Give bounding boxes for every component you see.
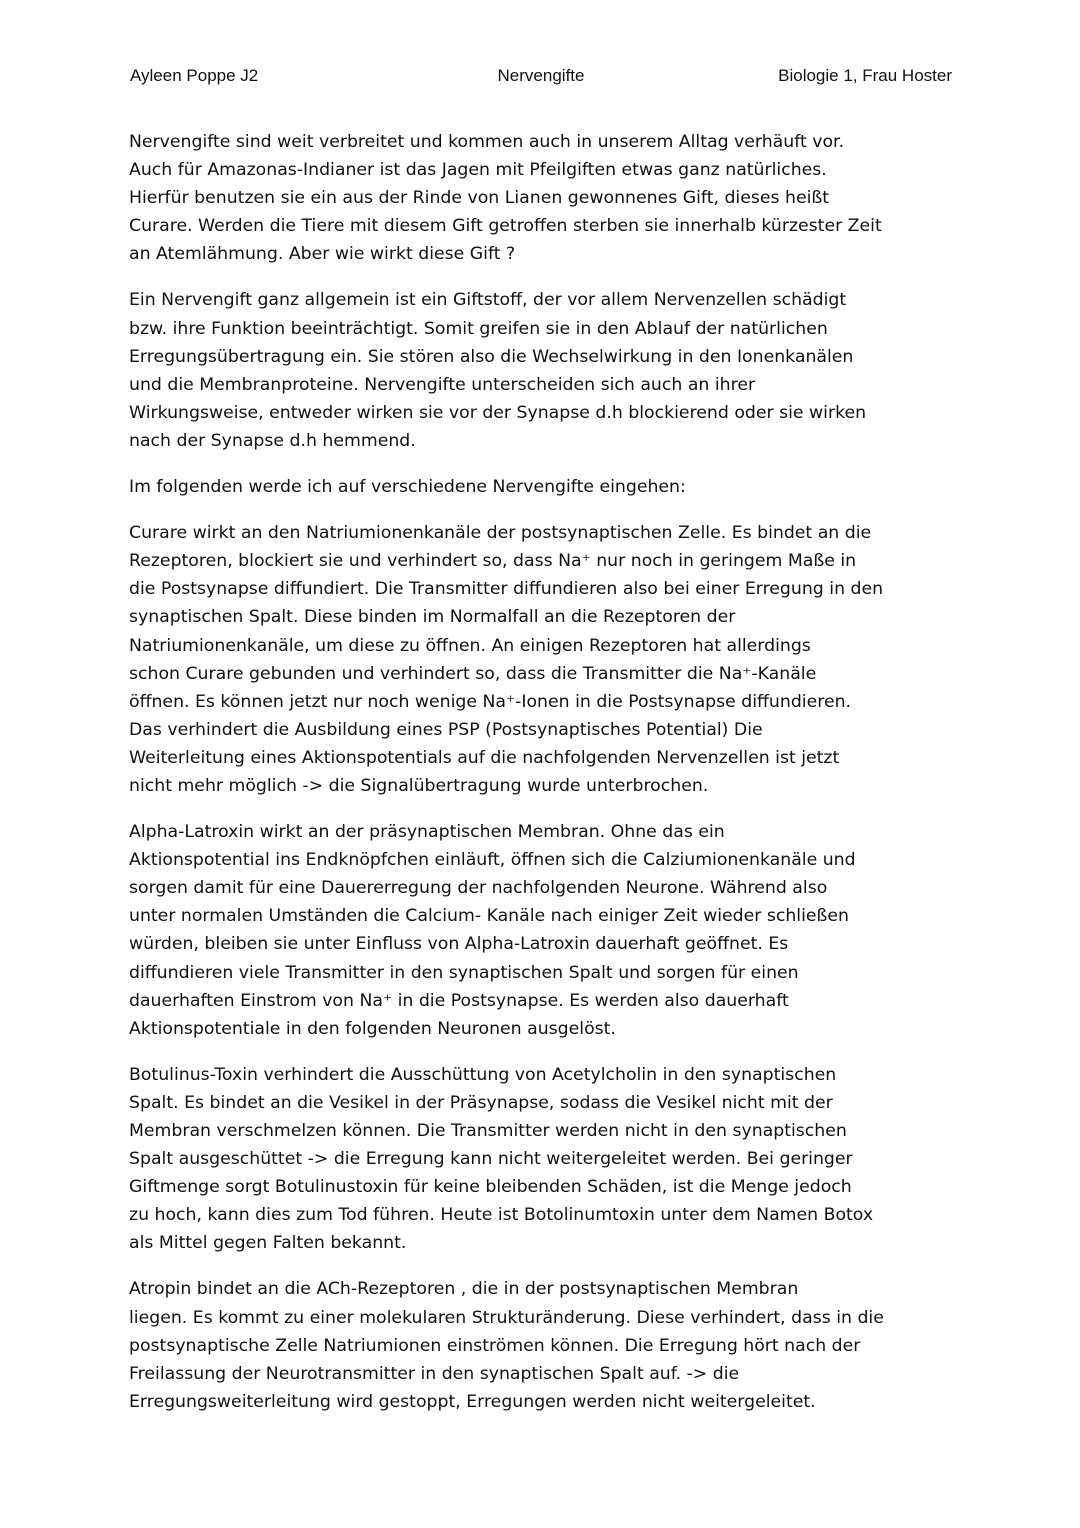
text-line: Alpha-Latroxin wirkt an der präsynaptischen Membran. Ohne das ein bbox=[129, 822, 725, 843]
paragraph-botulinus bbox=[129, 1061, 955, 1258]
paragraph-intro bbox=[129, 128, 955, 268]
text-line: dauerhaften Einstrom von Na⁺ in die Postsynapse. Es werden also dauerhaft bbox=[129, 990, 789, 1011]
text-line: Spalt ausgeschüttet -> die Erregung kann nicht weitergeleitet werden. Bei geringer bbox=[129, 1149, 853, 1170]
header-author: Ayleen Poppe J2 bbox=[130, 66, 259, 85]
paragraph-definition bbox=[129, 286, 955, 455]
text-line: Erregungsweiterleitung wird gestoppt, Erregungen werden nicht weitergeleitet. bbox=[129, 1391, 816, 1412]
text-line: schon Curare gebunden und verhindert so, dass die Transmitter die Na⁺-Kanäle bbox=[129, 663, 817, 684]
text-line: Membran verschmelzen können. Die Transmitter werden nicht in den synaptischen bbox=[129, 1121, 847, 1141]
text-line: Wirkungsweise, entweder wirken sie vor der Synapse d.h blockierend oder sie wirken bbox=[129, 402, 867, 423]
text-line: Aktionspotentiale in den folgenden Neuronen ausgelöst. bbox=[129, 1018, 616, 1039]
text-line: liegen. Es kommt zu einer molekularen Strukturänderung. Diese verhindert, dass in die bbox=[129, 1307, 884, 1328]
text-line: zu hoch, kann dies zum Tod führen. Heute ist Botolinumtoxin unter dem Namen Botox bbox=[129, 1205, 874, 1226]
text-line: Spalt. Es bindet an die Vesikel in der Präsynapse, sodass die Vesikel nicht mit der bbox=[129, 1092, 833, 1113]
paragraph-curare bbox=[129, 519, 955, 800]
document-body bbox=[129, 128, 955, 1434]
text-line: würden, bleiben sie unter Einfluss von Alpha-Latroxin dauerhaft geöffnet. Es bbox=[129, 934, 789, 955]
text-line: Im folgenden werde ich auf verschiedene Nervengifte eingehen: bbox=[129, 477, 686, 498]
text-line: als Mittel gegen Falten bekannt. bbox=[129, 1233, 407, 1254]
paragraph-transition bbox=[129, 473, 955, 501]
text-line: an Atemlähmung. Aber wie wirkt diese Gift ? bbox=[129, 244, 516, 265]
text-line: bzw. ihre Funktion beeinträchtigt. Somit greifen sie in den Ablauf der natürlichen bbox=[129, 318, 828, 339]
text-line: unter normalen Umständen die Calcium- Kanäle nach einiger Zeit wieder schließen bbox=[129, 906, 849, 927]
text-line: sorgen damit für eine Dauererregung der nachfolgenden Neurone. Während also bbox=[129, 878, 828, 899]
paragraph-atropin bbox=[129, 1275, 955, 1415]
text-line: Das verhindert die Ausbildung eines PSP (Postsynaptisches Potential) Die bbox=[129, 719, 763, 740]
text-line: nach der Synapse d.h hemmend. bbox=[129, 430, 416, 451]
text-line: Nervengifte sind weit verbreitet und kommen auch in unserem Alltag verhäuft vor. bbox=[129, 132, 845, 152]
text-line: Curare wirkt an den Natriumionenkanäle der postsynaptischen Zelle. Es bindet an die bbox=[129, 523, 872, 544]
text-line: Rezeptoren, blockiert sie und verhindert so, dass Na⁺ nur noch in geringem Maße in bbox=[129, 551, 857, 572]
text-line: Weiterleitung eines Aktionspotentials auf die nachfolgenden Nervenzellen ist jetzt bbox=[129, 747, 840, 768]
text-line: Erregungsübertragung ein. Sie stören also die Wechselwirkung in den Ionenkanälen bbox=[129, 346, 854, 367]
text-line: die Postsynapse diffundiert. Die Transmitter diffundieren also bei einer Erregung in den bbox=[129, 579, 884, 600]
page-header bbox=[130, 66, 952, 90]
text-line: Natriumionenkanäle, um diese zu öffnen. An einigen Rezeptoren hat allerdings bbox=[129, 635, 811, 656]
text-line: Botulinus-Toxin verhindert die Ausschüttung von Acetylcholin in den synaptischen bbox=[129, 1064, 837, 1085]
text-line: Auch für Amazonas-Indianer ist das Jagen mit Pfeilgiften etwas ganz natürliches. bbox=[129, 160, 827, 181]
text-line: synaptischen Spalt. Diese binden im Normalfall an die Rezeptoren der bbox=[129, 607, 736, 628]
text-line: diffundieren viele Transmitter in den synaptischen Spalt und sorgen für einen bbox=[129, 962, 799, 983]
text-line: öffnen. Es können jetzt nur noch wenige Na⁺-Ionen in die Postsynapse diffundieren. bbox=[129, 691, 852, 712]
text-line: Aktionspotential ins Endknöpfchen einläuft, öffnen sich die Calziumionenkanäle und bbox=[129, 850, 856, 871]
text-line: Curare. Werden die Tiere mit diesem Gift getroffen sterben sie innerhalb kürzester Zeit bbox=[129, 216, 882, 237]
text-line: und die Membranproteine. Nervengifte unterscheiden sich auch an ihrer bbox=[129, 374, 756, 395]
header-course: Biologie 1, Frau Hoster bbox=[778, 66, 952, 85]
text-line: Atropin bindet an die ACh-Rezeptoren , die in der postsynaptischen Membran bbox=[129, 1279, 799, 1300]
header-title: Nervengifte bbox=[497, 66, 585, 85]
text-line: Freilassung der Neurotransmitter in den synaptischen Spalt auf. -> die bbox=[129, 1363, 740, 1384]
text-line: nicht mehr möglich -> die Signalübertragung wurde unterbrochen. bbox=[129, 775, 709, 796]
text-line: Ein Nervengift ganz allgemein ist ein Giftstoff, der vor allem Nervenzellen schädigt bbox=[129, 290, 847, 311]
paragraph-alpha-latroxin bbox=[129, 818, 955, 1043]
text-line: Hierfür benutzen sie ein aus der Rinde von Lianen gewonnenes Gift, dieses heißt bbox=[129, 188, 830, 209]
text-line: postsynaptische Zelle Natriumionen einströmen können. Die Erregung hört nach der bbox=[129, 1335, 861, 1356]
text-line: Giftmenge sorgt Botulinustoxin für keine bleibenden Schäden, ist die Menge jedoch bbox=[129, 1177, 852, 1198]
